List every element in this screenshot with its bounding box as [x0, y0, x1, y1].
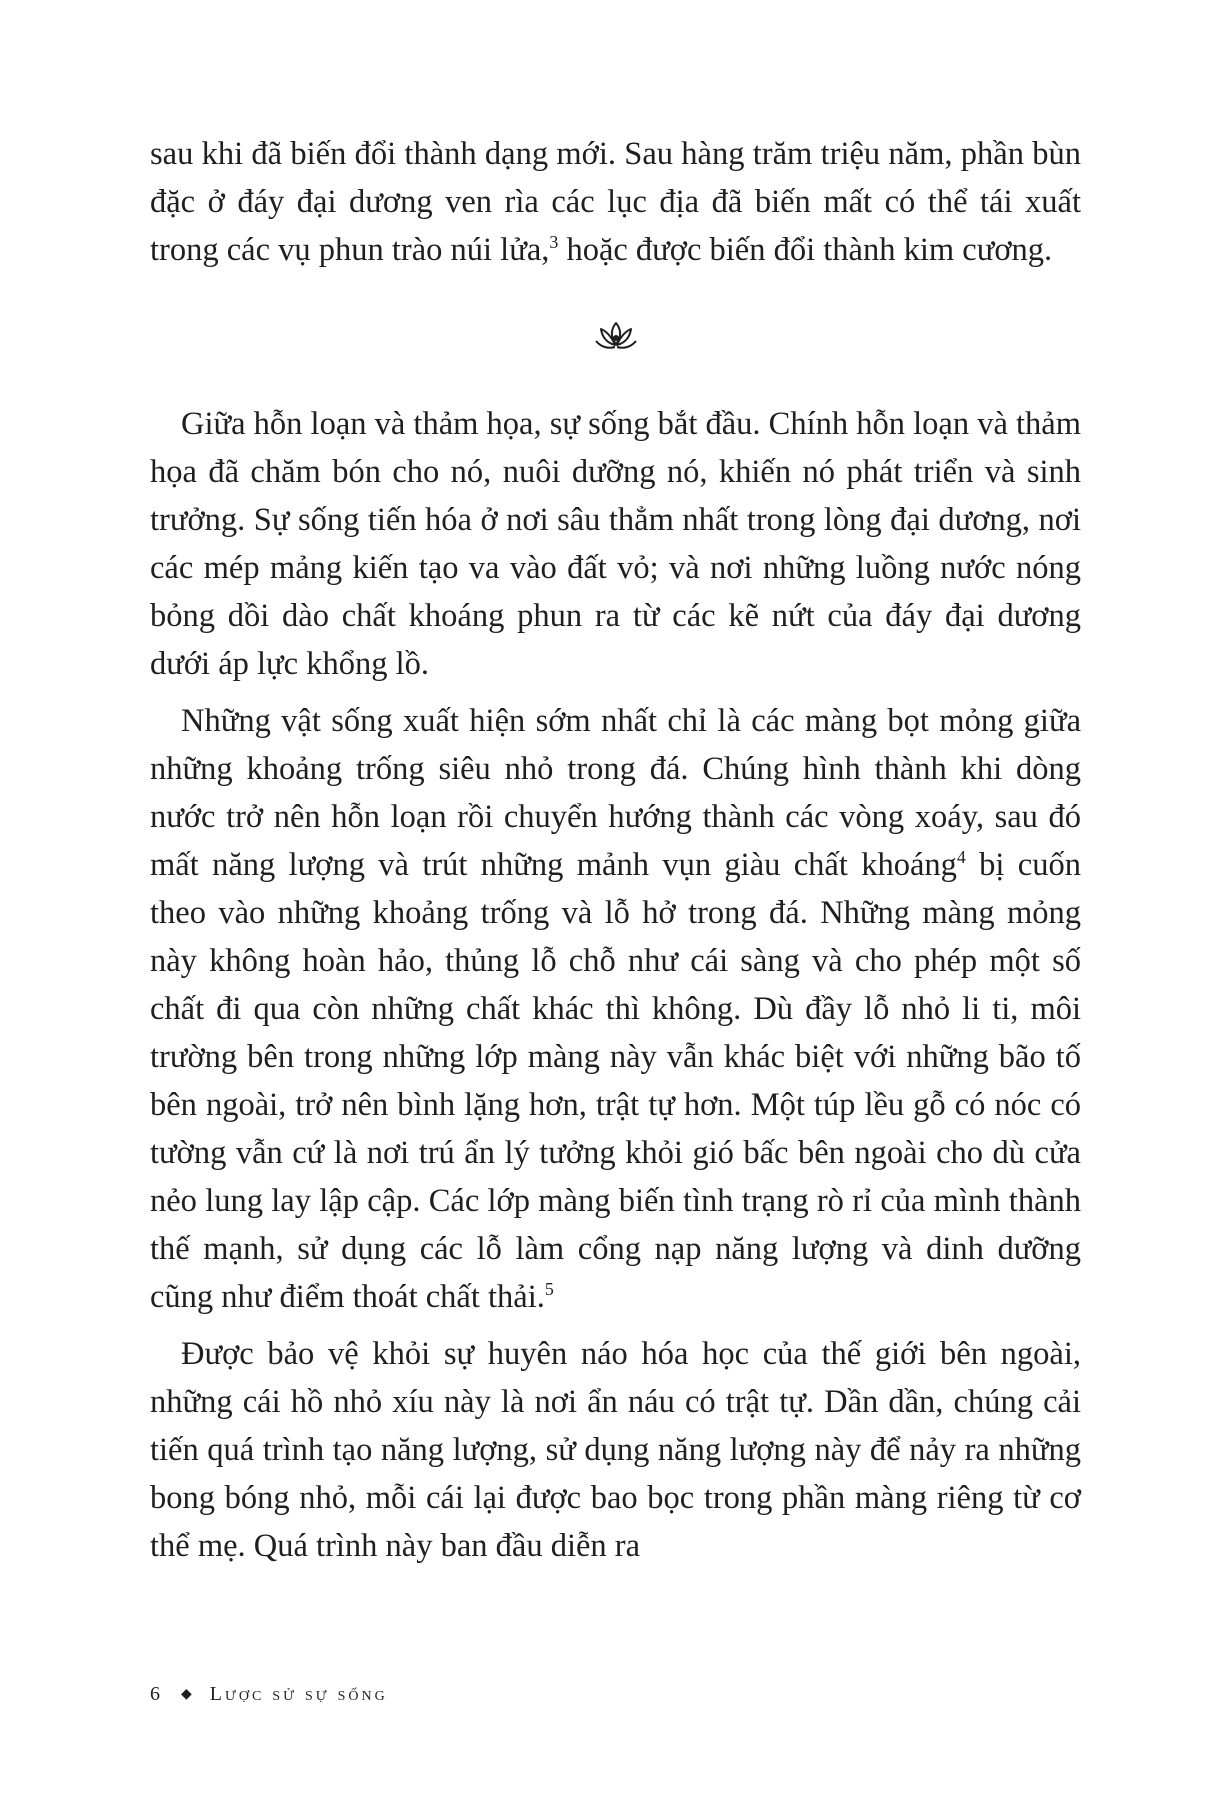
footnote-ref: 5 — [544, 1279, 554, 1300]
paragraph-text: Được bảo vệ khỏi sự huyên náo hóa học của thế giới bên ngoài, những cái hồ nhỏ xíu này là nơi ẩn náu có trật tự. Dần dần, chúng cải tiến quá trình tạo năng lượng, sử dụng năng lượng này để nảy ra những bong bóng nhỏ, mỗi cái lại được bao bọc trong phần màng riêng từ cơ thể mẹ. Quá trình này ban đầu diễn ra — [150, 1336, 1081, 1564]
section-break — [150, 274, 1081, 400]
paragraph-p4 — [150, 1330, 1081, 1570]
lotus-ornament-icon — [593, 319, 639, 355]
paragraph-text: sau khi đã biến đổi thành dạng mới. Sau hàng trăm triệu năm, phần bùn đặc ở đáy đại dương ven rìa các lục địa đã biến mất có thể tái xuất trong các vụ phun trào núi lửa, — [150, 136, 1081, 268]
diamond-separator-icon: ◆ — [181, 1687, 192, 1702]
paragraph-text: hoặc được biến đổi thành kim cương. — [558, 232, 1053, 268]
paragraph-p2 — [150, 400, 1081, 688]
paragraph-p3 — [150, 697, 1081, 1321]
paragraph-p1 — [150, 130, 1081, 274]
paragraph-text: Những vật sống xuất hiện sớm nhất chỉ là các màng bọt mỏng giữa những khoảng trống siêu nhỏ trong đá. Chúng hình thành khi dòng nước trở nên hỗn loạn rồi chuyển hướng thành các vòng xoáy, sau đó mất năng lượng và trút những mảnh vụn giàu chất khoáng — [150, 703, 1081, 883]
page-footer — [150, 1683, 388, 1706]
paragraph-text: bị cuốn theo vào những khoảng trống và lỗ hở trong đá. Những màng mỏng này không hoàn hảo, thủng lỗ chỗ như cái sàng và cho phép một số chất đi qua còn những chất khác thì không. Dù đầy lỗ nhỏ li ti, môi trường bên trong những lớp màng này vẫn khác biệt với những bão tố bên ngoài, trở nên bình lặng hơn, trật tự hơn. Một túp lều gỗ có nóc có tường vẫn cứ là nơi trú ẩn lý tưởng khỏi gió bấc bên ngoài cho dù cửa nẻo lung lay lập cập. Các lớp màng biến tình trạng rò rỉ của mình thành thế mạnh, sử dụng các lỗ làm cổng nạp năng lượng và dinh dưỡng cũng như điểm thoát chất thải. — [150, 847, 1081, 1315]
footnote-ref: 4 — [956, 847, 966, 868]
paragraph-text: Giữa hỗn loạn và thảm họa, sự sống bắt đầu. Chính hỗn loạn và thảm họa đã chăm bón cho nó, nuôi dưỡng nó, khiến nó phát triển và sinh trưởng. Sự sống tiến hóa ở nơi sâu thẳm nhất trong lòng đại dương, nơi các mép mảng kiến tạo va vào đất vỏ; và nơi những luồng nước nóng bỏng dồi dào chất khoáng phun ra từ các kẽ nứt của đáy đại dương dưới áp lực khổng lồ. — [150, 406, 1081, 682]
bottom-paragraphs — [150, 400, 1081, 1570]
running-title: Lược sử sự sống — [209, 1683, 388, 1705]
page-number: 6 — [150, 1683, 163, 1705]
footnote-ref: 3 — [549, 232, 559, 253]
body-text — [150, 130, 1081, 1570]
top-paragraphs — [150, 130, 1081, 274]
